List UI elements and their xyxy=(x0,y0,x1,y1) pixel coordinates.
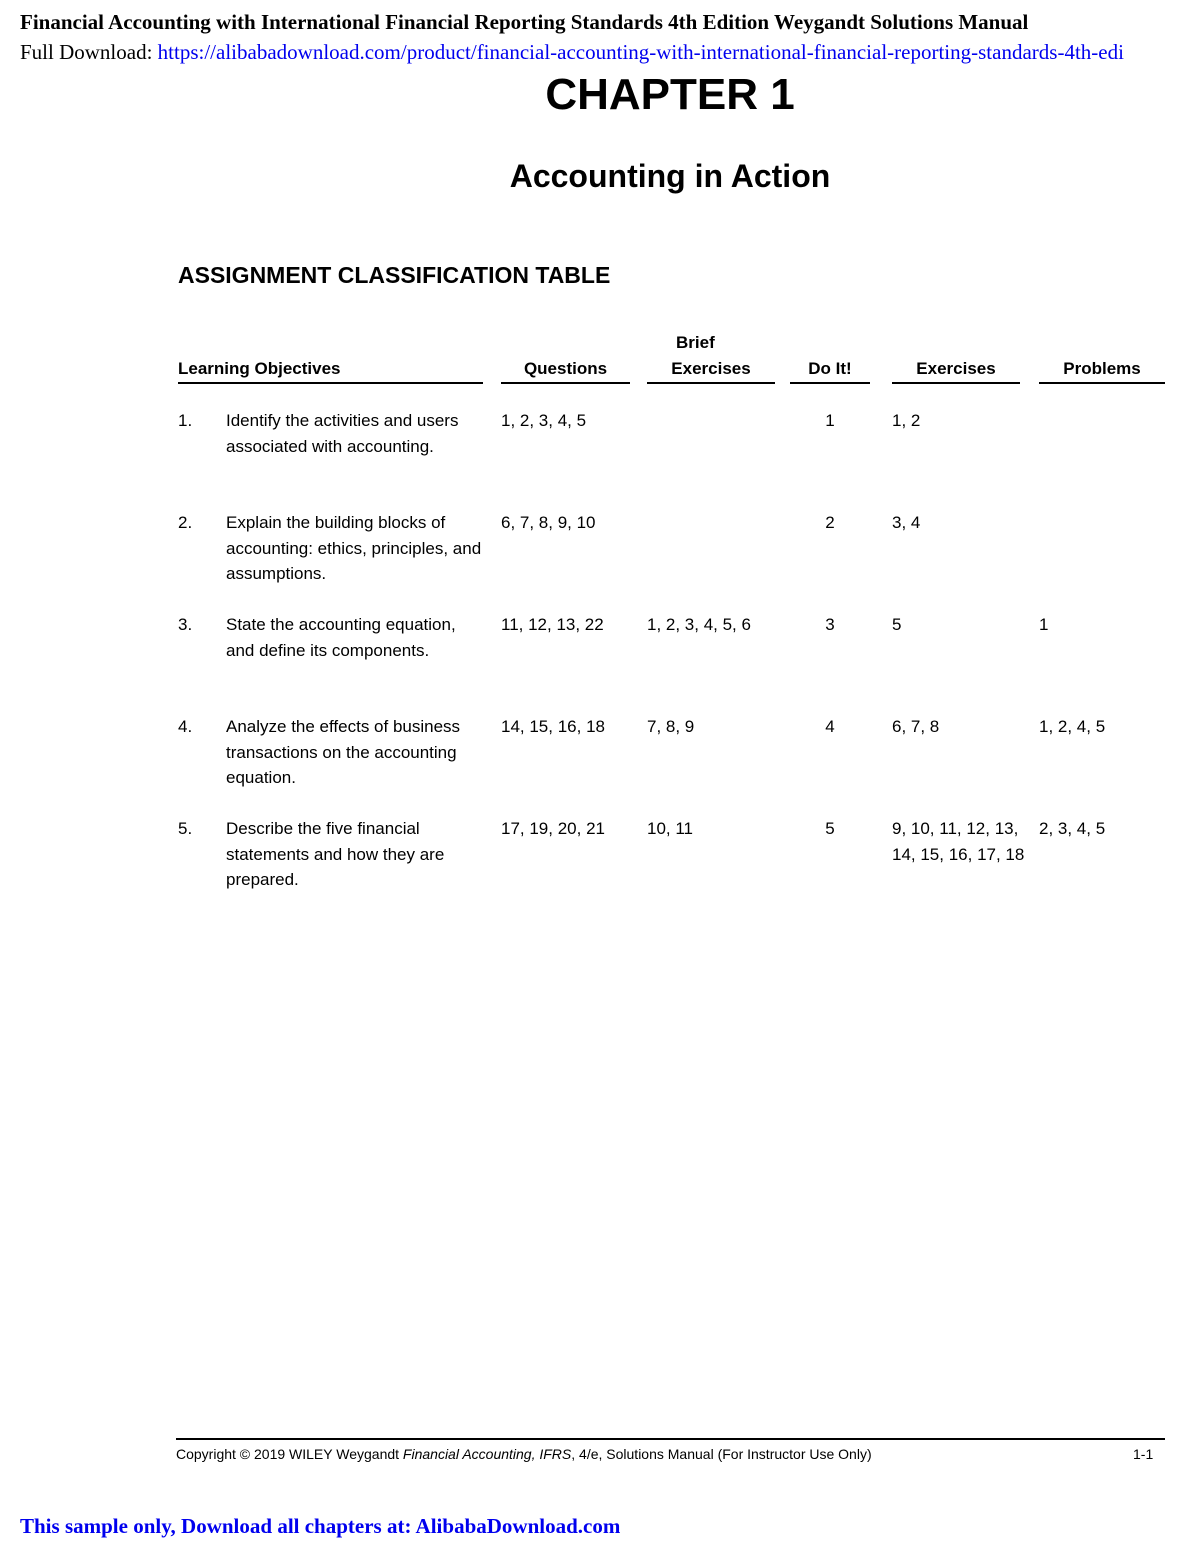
row-questions: 1, 2, 3, 4, 5 xyxy=(501,411,587,430)
banner-download-line xyxy=(20,40,1124,65)
row-questions: 11, 12, 13, 22 xyxy=(501,615,604,634)
row-questions: 14, 15, 16, 18 xyxy=(501,717,605,736)
row-exercises: 9, 10, 11, 12, 13, 14, 15, 16, 17, 18 xyxy=(892,819,1025,864)
footer-book-title: Financial Accounting, IFRS xyxy=(402,1446,572,1462)
row-do-it: 2 xyxy=(825,513,835,532)
header-do-it: Do It! xyxy=(790,356,870,384)
footer-edition: , 4/e, Solutions Manual (For Instructor Use Only) xyxy=(571,1446,872,1462)
row-exercises: 5 xyxy=(892,615,902,634)
row-objective: Analyze the effects of business transactions on the accounting equation. xyxy=(226,717,461,787)
row-objective: State the accounting equation, and define its components. xyxy=(226,615,456,660)
row-problems: 2, 3, 4, 5 xyxy=(1039,819,1106,838)
page-number: 1-1 xyxy=(1133,1446,1154,1462)
row-do-it: 3 xyxy=(825,615,835,634)
row-do-it: 1 xyxy=(825,411,835,430)
header-questions: Questions xyxy=(501,356,630,384)
header-learning-objectives: Learning Objectives xyxy=(178,356,483,384)
row-problems: 1 xyxy=(1039,615,1049,634)
download-link[interactable]: https://alibabadownload.com/product/financial-accounting-with-international-financial-reporting-standards-4th-edi xyxy=(157,40,1124,64)
row-do-it: 4 xyxy=(825,717,835,736)
header-brief-exercises: Exercises xyxy=(647,356,775,384)
header-brief-top: Brief xyxy=(676,333,715,352)
download-label: Full Download: xyxy=(20,40,158,64)
row-do-it: 5 xyxy=(825,819,835,838)
row-objective: Identify the activities and users associated with accounting. xyxy=(226,411,459,456)
row-exercises: 1, 2 xyxy=(892,411,921,430)
row-objective: Explain the building blocks of accounting: ethics, principles, and assumptions. xyxy=(226,513,482,583)
row-number: 2. xyxy=(178,513,193,532)
row-questions: 17, 19, 20, 21 xyxy=(501,819,605,838)
row-exercises: 3, 4 xyxy=(892,513,921,532)
table-heading: ASSIGNMENT CLASSIFICATION TABLE xyxy=(178,262,611,288)
row-number: 4. xyxy=(178,717,193,736)
header-problems: Problems xyxy=(1039,356,1165,384)
row-brief-exercises: 7, 8, 9 xyxy=(647,717,695,736)
row-brief-exercises: 10, 11 xyxy=(647,819,694,838)
row-problems: 1, 2, 4, 5 xyxy=(1039,717,1106,736)
sample-download-note[interactable]: This sample only, Download all chapters at: AlibabaDownload.com xyxy=(20,1514,621,1538)
footer-divider xyxy=(176,1438,1165,1440)
row-number: 5. xyxy=(178,819,193,838)
header-exercises: Exercises xyxy=(892,356,1020,384)
row-questions: 6, 7, 8, 9, 10 xyxy=(501,513,596,532)
row-objective: Describe the five financial statements and how they are prepared. xyxy=(226,819,445,889)
footer-copyright xyxy=(176,1446,872,1462)
banner-title: Financial Accounting with International Financial Reporting Standards 4th Edition Weygandt Solutions Manual xyxy=(20,10,1029,34)
chapter-subtitle: Accounting in Action xyxy=(509,158,831,194)
chapter-title: CHAPTER 1 xyxy=(545,70,795,119)
row-number: 3. xyxy=(178,615,193,634)
row-brief-exercises: 1, 2, 3, 4, 5, 6 xyxy=(647,615,751,634)
row-number: 1. xyxy=(178,411,193,430)
footer-copyright-text: Copyright © 2019 WILEY Weygandt xyxy=(176,1446,403,1462)
row-exercises: 6, 7, 8 xyxy=(892,717,940,736)
